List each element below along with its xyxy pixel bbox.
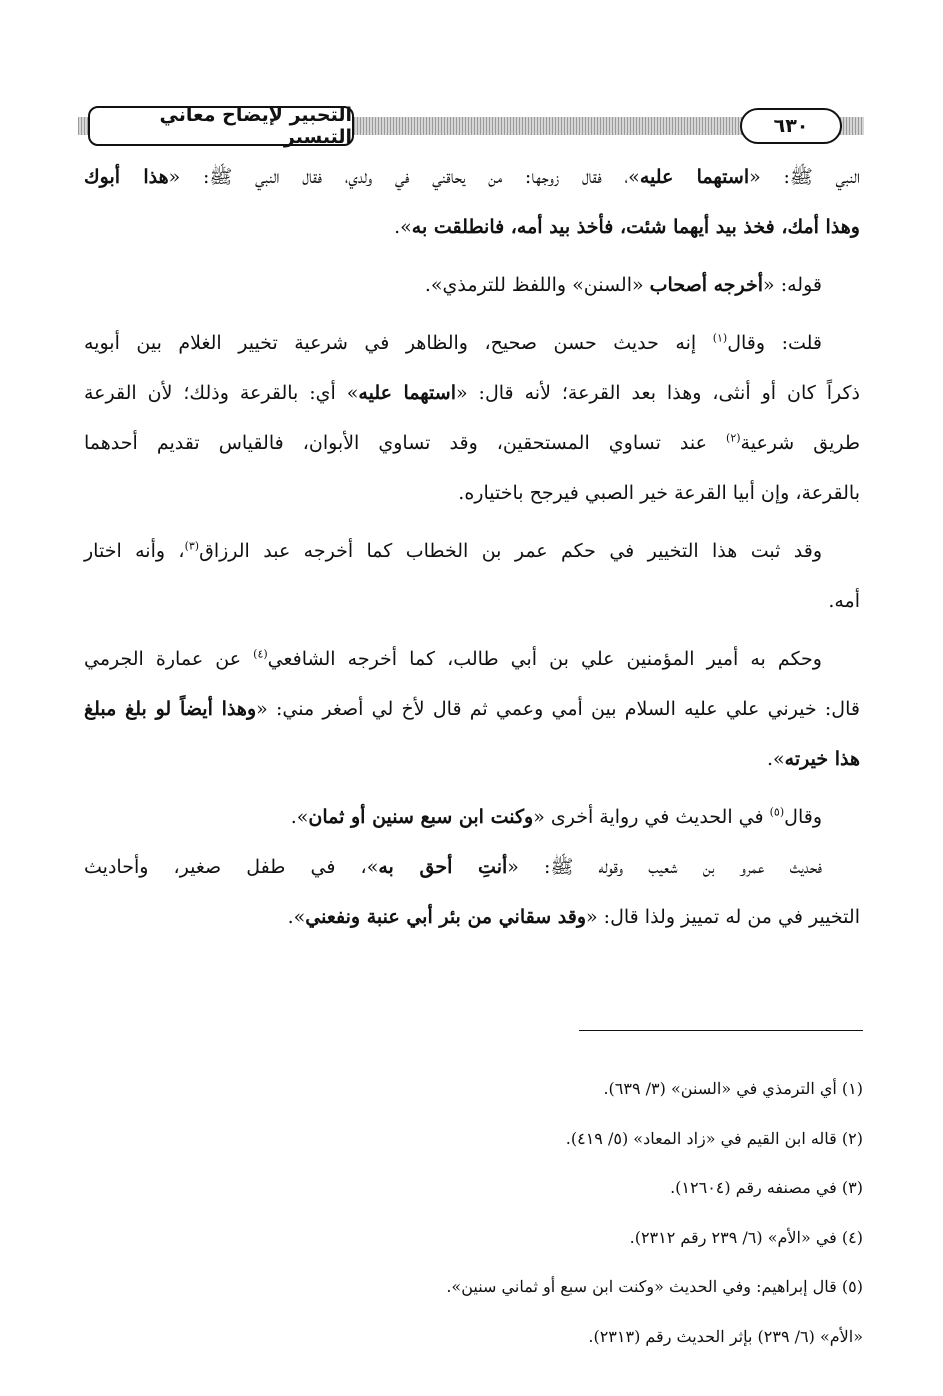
footnote-ref: (٣) bbox=[184, 539, 200, 553]
paragraph: قوله: «أخرجه أصحاب «السنن» واللفظ للترمذي». bbox=[424, 274, 822, 296]
footnote: «الأم» (٦/ ٢٣٩) بإثر الحديث رقم (٢٣١٣). bbox=[588, 1326, 863, 1346]
text-line: هذا خيرته». bbox=[767, 748, 860, 770]
footnote-ref: (١) bbox=[712, 331, 728, 345]
footnote: (١) أي الترمذي في «السنن» (٣/ ٦٣٩). bbox=[603, 1079, 863, 1098]
page-number: ٦٣٠ bbox=[740, 108, 842, 144]
text-line: قلت: وقال$^{(١)}$ إنه حديث حسن صحيح، والظاهر في شرعية تخيير الغلام بين أبويه bbox=[84, 331, 823, 354]
text-line: وحكم به أمير المؤمنين علي بن أبي طالب، كما أخرجه الشافعي$^{(٤)}$ عن عمارة الجرمي bbox=[84, 647, 822, 670]
footnote-ref: (٤) bbox=[253, 647, 268, 661]
book-title: التحبير لإيضاح معاني التيسير bbox=[88, 106, 354, 146]
text-line: ذكراً كان أو أنثى، وهذا بعد القرعة؛ لأنه قال: «استهما عليه» أي: بالقرعة وذلك؛ لأن القرعة bbox=[84, 382, 861, 404]
footnote-ref: (٥) bbox=[769, 805, 785, 819]
footnotes bbox=[83, 1064, 863, 1361]
page-header bbox=[78, 104, 864, 152]
text-line: النبي ﷺ: «استهما عليه»، فقال زوجها: من يحاقني في ولدي، فقال النبي ﷺ: «هذا أبوك bbox=[84, 166, 860, 188]
text-line: طريق شرعية$^{(٢)}$ عند تساوي المستحقين، وقد تساوي الأبوان، فالقياس تقديم أحدهما bbox=[84, 431, 860, 454]
text-line: التخيير في من له تمييز ولذا قال: «وقد سقاني من بئر أبي عنبة ونفعني». bbox=[287, 906, 860, 928]
text-line: أمه. bbox=[828, 590, 860, 612]
footnote: (٥) قال إبراهيم: وفي الحديث «وكنت ابن سبع أو ثماني سنين». bbox=[446, 1277, 863, 1296]
text-line: قال: خيرني علي عليه السلام بين أمي وعمي ثم قال لأخ لي أصغر مني: «وهذا أيضاً لو بلغ مبلغ bbox=[84, 698, 860, 720]
footnote-separator bbox=[579, 1030, 863, 1031]
text-line: فحديث عمرو بن شعيب وقوله ﷺ: «أنتِ أحق به»، في طفل صغير، وأحاديث bbox=[84, 856, 823, 878]
paragraph: وقال$^{(٥)}$ في الحديث في رواية أخرى «وكنت ابن سبع سنين أو ثمان». bbox=[290, 805, 822, 828]
footnote-ref: (٢) bbox=[726, 431, 741, 445]
text-line: بالقرعة، وإن أبيا القرعة خير الصبي فيرجح باختياره. bbox=[458, 482, 860, 504]
footnote: (٢) قاله ابن القيم في «زاد المعاد» (٥/ ٤١٩). bbox=[565, 1128, 863, 1148]
footnote: (٤) في «الأم» (٦/ ٢٣٩ رقم ٢٣١٢). bbox=[629, 1227, 863, 1247]
main-text bbox=[84, 152, 860, 942]
footnote: (٣) في مصنفه رقم (١٢٦٠٤). bbox=[670, 1178, 863, 1197]
text-line: وهذا أمك، فخذ بيد أيهما شئت، فأخذ بيد أمه، فانطلقت به». bbox=[394, 216, 860, 238]
text-line: وقد ثبت هذا التخيير في حكم عمر بن الخطاب كما أخرجه عبد الرزاق$^{(٣)}$، وأنه اختار bbox=[84, 539, 822, 562]
